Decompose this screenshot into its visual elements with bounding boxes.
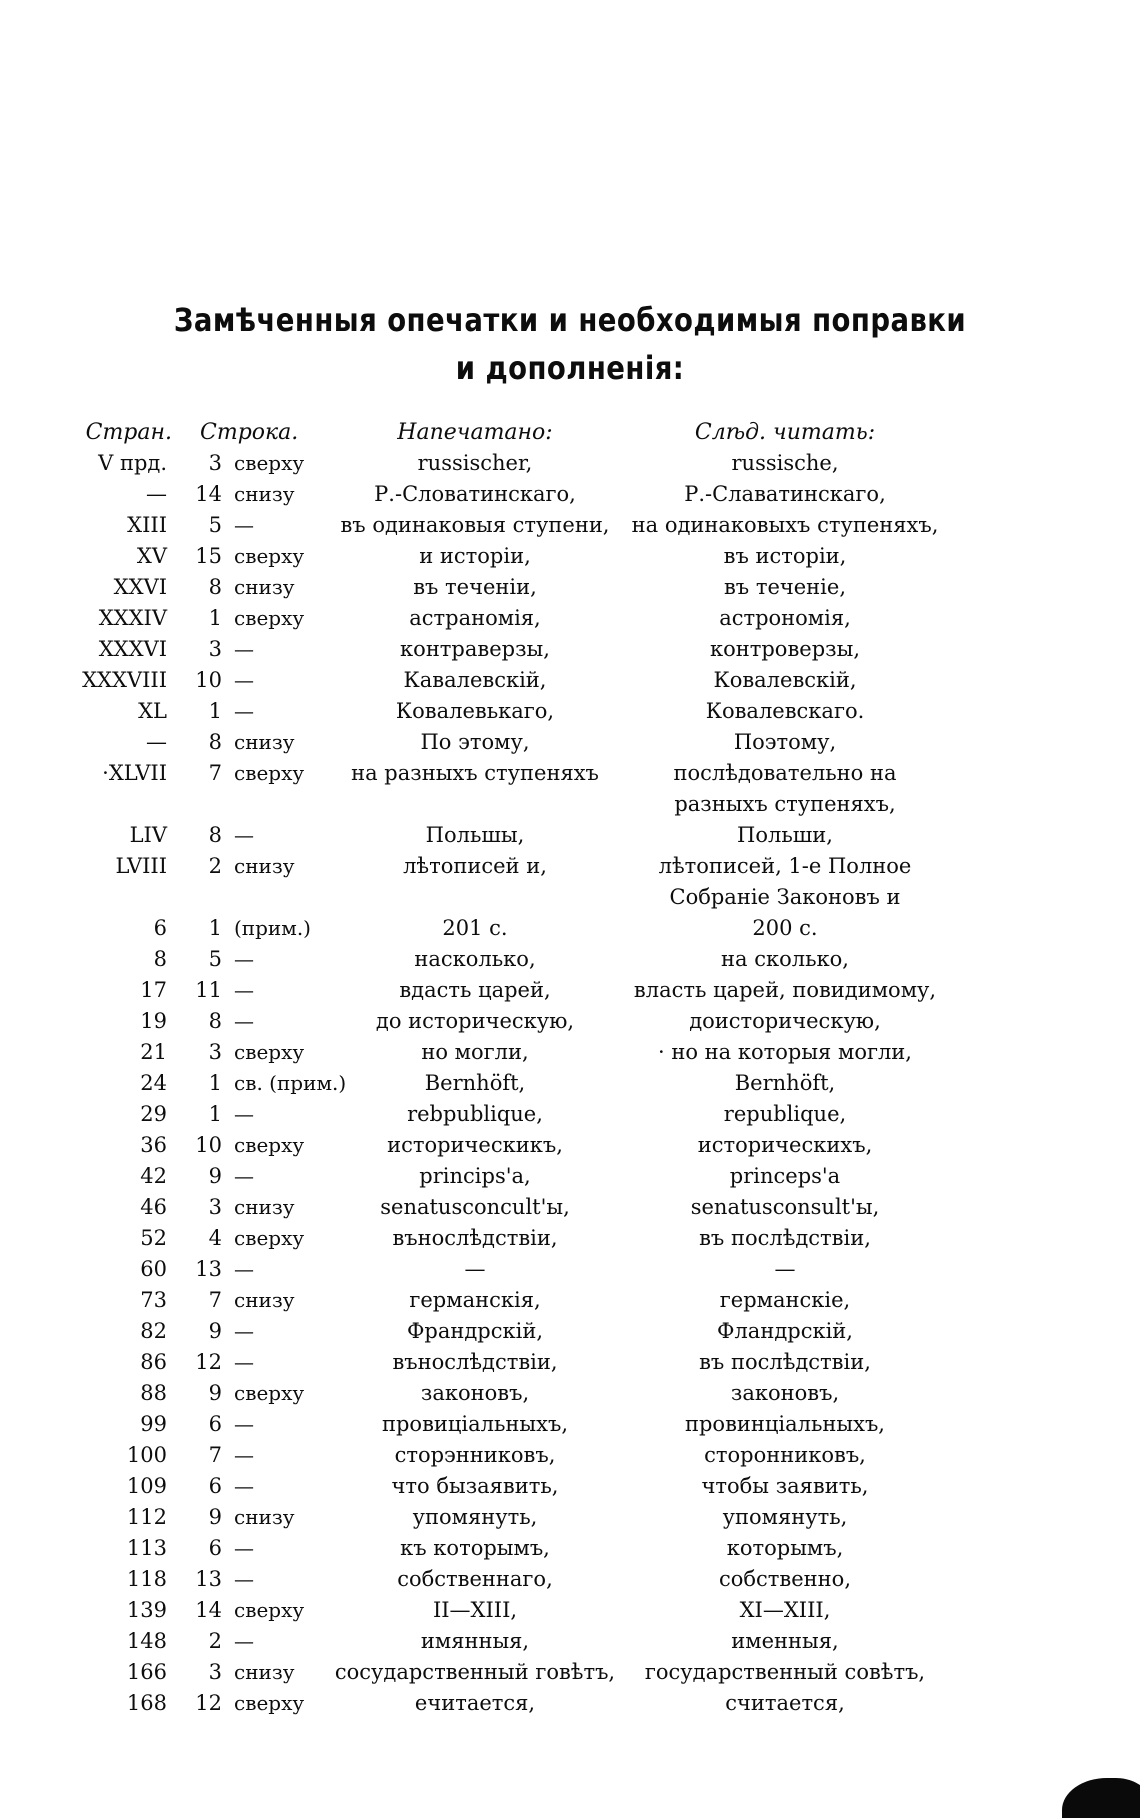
correction-cell: senatusconsult'ы, — [690, 1195, 880, 1219]
printed-cell: сторэнниковъ, — [394, 1443, 556, 1467]
page-cell: XXXIV — [98, 606, 167, 630]
table-row — [0, 1037, 1140, 1068]
table-row — [0, 1316, 1140, 1347]
printed-cell: собственнаго, — [397, 1567, 553, 1591]
line-cell: 10 — [195, 668, 222, 692]
page-cell: 109 — [126, 1474, 167, 1498]
position-cell: сверху — [234, 761, 305, 785]
correction-cell: упомянуть, — [722, 1505, 848, 1529]
correction-cell: законовъ, — [730, 1381, 840, 1405]
page-cell: 112 — [126, 1505, 167, 1529]
correction-cell: которымъ, — [726, 1536, 844, 1560]
printed-cell: и исторіи, — [419, 544, 531, 568]
correction-cell: лѣтописей, 1-е Полное Собраніе Законовъ и — [658, 854, 912, 909]
table-row — [0, 1533, 1140, 1564]
line-cell: 14 — [195, 1598, 222, 1622]
printed-cell: упомянуть, — [412, 1505, 538, 1529]
line-cell: 11 — [195, 978, 222, 1002]
position-cell: сверху — [234, 1598, 305, 1622]
line-cell: 8 — [208, 823, 222, 847]
printed-cell: въ одинаковыя ступени, — [340, 513, 610, 537]
table-row — [0, 665, 1140, 696]
line-cell: 8 — [208, 1009, 222, 1033]
correction-cell: Фландрскій, — [717, 1319, 853, 1343]
position-cell: снизу — [234, 1660, 295, 1684]
page-cell: — — [146, 730, 167, 754]
position-cell: снизу — [234, 1505, 295, 1529]
line-cell: 6 — [208, 1412, 222, 1436]
printed-cell: Р.-Словатинскаго, — [374, 482, 576, 506]
correction-cell: XI—XIII, — [739, 1598, 831, 1622]
correction-cell: доисторическую, — [689, 1009, 881, 1033]
table-row — [0, 1223, 1140, 1254]
printed-cell: что бызаявить, — [391, 1474, 559, 1498]
line-cell: 9 — [208, 1164, 222, 1188]
column-header-printed: Напечатано: — [397, 420, 553, 445]
page-cell: 139 — [126, 1598, 167, 1622]
table-row — [0, 851, 1140, 913]
table-row — [0, 1192, 1140, 1223]
line-cell: 8 — [208, 575, 222, 599]
column-header-line: Строка. — [200, 420, 299, 445]
line-cell: 1 — [208, 699, 222, 723]
line-cell: 12 — [195, 1691, 222, 1715]
page-cell: 100 — [126, 1443, 167, 1467]
table-row — [0, 1564, 1140, 1595]
line-cell: 13 — [195, 1567, 222, 1591]
position-cell: — — [234, 1257, 254, 1281]
printed-cell: контраверзы, — [400, 637, 550, 661]
position-cell: — — [234, 1102, 254, 1126]
position-cell: снизу — [234, 1195, 295, 1219]
page-cell: — — [146, 482, 167, 506]
printed-cell: вънослѣдствіи, — [392, 1350, 558, 1374]
line-cell: 3 — [208, 637, 222, 661]
correction-cell: на одинаковыхъ ступеняхъ, — [631, 513, 939, 537]
line-cell: 9 — [208, 1319, 222, 1343]
page-cell: 148 — [126, 1629, 167, 1653]
correction-cell: астрономія, — [719, 606, 851, 630]
correction-cell: собственно, — [719, 1567, 851, 1591]
page-cell: XXXVIII — [82, 668, 167, 692]
position-cell: снизу — [234, 482, 295, 506]
page-cell: XL — [138, 699, 167, 723]
table-row — [0, 1068, 1140, 1099]
correction-cell: Ковалевскаго. — [705, 699, 865, 723]
page-cell: LIV — [129, 823, 167, 847]
position-cell: снизу — [234, 854, 295, 878]
correction-cell: въ послѣдствіи, — [699, 1226, 871, 1250]
line-cell: 7 — [208, 1288, 222, 1312]
printed-cell: По этому, — [420, 730, 530, 754]
line-cell: 1 — [208, 1071, 222, 1095]
line-cell: 1 — [208, 1102, 222, 1126]
line-cell: 7 — [208, 761, 222, 785]
position-cell: сверху — [234, 1226, 305, 1250]
position-cell: — — [234, 823, 254, 847]
printed-cell: въ теченіи, — [413, 575, 537, 599]
line-cell: 10 — [195, 1133, 222, 1157]
page-cell: 168 — [126, 1691, 167, 1715]
correction-cell: russische, — [731, 451, 839, 475]
table-row — [0, 1254, 1140, 1285]
line-cell: 2 — [208, 1629, 222, 1653]
line-cell: 4 — [208, 1226, 222, 1250]
table-row — [0, 572, 1140, 603]
printed-cell: princips'a, — [419, 1164, 531, 1188]
correction-cell: историческихъ, — [697, 1133, 873, 1157]
position-cell: — — [234, 1350, 254, 1374]
correction-cell: послѣдовательно на разныхъ ступеняхъ, — [673, 761, 897, 816]
position-cell: — — [234, 947, 254, 971]
printed-cell: II—XIII, — [432, 1598, 518, 1622]
position-cell: (прим.) — [234, 916, 311, 940]
page-cell: XXXVI — [98, 637, 167, 661]
table-row — [0, 1347, 1140, 1378]
page-cell: 6 — [153, 916, 167, 940]
position-cell: — — [234, 1009, 254, 1033]
printed-cell: 201 с. — [442, 916, 508, 940]
page-cell: 52 — [140, 1226, 167, 1250]
page-cell: XV — [136, 544, 167, 568]
page-cell: XXVI — [113, 575, 167, 599]
page-cell: 86 — [140, 1350, 167, 1374]
printed-cell: Bernhöft, — [424, 1071, 526, 1095]
position-cell: снизу — [234, 730, 295, 754]
page-cell: 24 — [140, 1071, 167, 1095]
page-cell: 42 — [140, 1164, 167, 1188]
page-cell: 19 — [140, 1009, 167, 1033]
correction-cell: въ послѣдствіи, — [699, 1350, 871, 1374]
position-cell: — — [234, 978, 254, 1002]
position-cell: — — [234, 1319, 254, 1343]
printed-cell: senatusconcult'ы, — [380, 1195, 570, 1219]
table-row — [0, 1006, 1140, 1037]
position-cell: сверху — [234, 1381, 305, 1405]
line-cell: 1 — [208, 916, 222, 940]
table-row — [0, 541, 1140, 572]
position-cell: — — [234, 1443, 254, 1467]
printed-cell: вънослѣдствіи, — [392, 1226, 558, 1250]
page-cell: 8 — [153, 947, 167, 971]
line-cell: 13 — [195, 1257, 222, 1281]
table-row — [0, 1657, 1140, 1688]
table-row — [0, 1409, 1140, 1440]
line-cell: 2 — [208, 854, 222, 878]
table-row — [0, 1626, 1140, 1657]
printed-cell: сосударственный говѣтъ, — [334, 1660, 616, 1684]
printed-cell: астраномія, — [409, 606, 541, 630]
line-cell: 15 — [195, 544, 222, 568]
position-cell: — — [234, 1536, 254, 1560]
correction-cell: въ исторіи, — [723, 544, 847, 568]
printed-cell: германскія, — [409, 1288, 541, 1312]
table-row — [0, 1595, 1140, 1626]
position-cell: — — [234, 668, 254, 692]
page-cell: V прд. — [98, 451, 167, 475]
correction-cell: считается, — [725, 1691, 845, 1715]
correction-cell: сторонниковъ, — [704, 1443, 866, 1467]
line-cell: 5 — [208, 513, 222, 537]
table-row — [0, 1502, 1140, 1533]
line-cell: 1 — [208, 606, 222, 630]
table-row — [0, 1285, 1140, 1316]
printed-cell: лѣтописей и, — [403, 854, 547, 878]
line-cell: 7 — [208, 1443, 222, 1467]
page-cell: 118 — [126, 1567, 167, 1591]
page-title-continued: и дополненія: — [455, 349, 685, 387]
position-cell: сверху — [234, 544, 305, 568]
page-cell: XIII — [127, 513, 167, 537]
printed-cell: провиціальныхъ, — [381, 1412, 568, 1436]
position-cell: сверху — [234, 606, 305, 630]
position-cell: — — [234, 1474, 254, 1498]
printed-cell: на разныхъ ступеняхъ — [351, 761, 599, 785]
position-cell: сверху — [234, 1133, 305, 1157]
page-cell: 166 — [126, 1660, 167, 1684]
page-cell: 99 — [140, 1412, 167, 1436]
errata-table — [0, 448, 1140, 1719]
position-cell: — — [234, 1164, 254, 1188]
printed-cell: до историческую, — [375, 1009, 575, 1033]
printed-cell: Франдрскій, — [406, 1319, 544, 1343]
table-row — [0, 1440, 1140, 1471]
printed-cell: russischer, — [417, 451, 533, 475]
table-row — [0, 1378, 1140, 1409]
printed-cell: законовъ, — [420, 1381, 530, 1405]
printed-cell: вдасть царей, — [399, 978, 551, 1002]
position-cell: — — [234, 699, 254, 723]
page-cell: 73 — [140, 1288, 167, 1312]
line-cell: 3 — [208, 1660, 222, 1684]
table-row — [0, 820, 1140, 851]
table-row — [0, 758, 1140, 820]
correction-cell: германскіе, — [719, 1288, 851, 1312]
page-cell: 82 — [140, 1319, 167, 1343]
page-cell: 46 — [140, 1195, 167, 1219]
correction-cell: на сколько, — [721, 947, 849, 971]
page-cell: 88 — [140, 1381, 167, 1405]
line-cell: 5 — [208, 947, 222, 971]
page-cell: 60 — [140, 1257, 167, 1281]
table-row — [0, 603, 1140, 634]
correction-cell: · но на которыя могли, — [658, 1040, 912, 1064]
printed-cell: къ которымъ, — [400, 1536, 550, 1560]
printed-cell: — — [464, 1257, 486, 1281]
page-cell: ·XLVII — [102, 761, 167, 785]
page-cell: 21 — [140, 1040, 167, 1064]
correction-cell: чтобы заявить, — [701, 1474, 869, 1498]
printed-cell: насколько, — [414, 947, 536, 971]
printed-cell: rebpublique, — [407, 1102, 543, 1126]
table-row — [0, 479, 1140, 510]
position-cell: сверху — [234, 1691, 305, 1715]
table-row — [0, 913, 1140, 944]
table-row — [0, 1099, 1140, 1130]
position-cell: — — [234, 637, 254, 661]
correction-cell: 200 с. — [752, 916, 818, 940]
correction-cell: Поэтому, — [733, 730, 837, 754]
line-cell: 3 — [208, 451, 222, 475]
table-row — [0, 448, 1140, 479]
position-cell: — — [234, 513, 254, 537]
position-cell: сверху — [234, 451, 305, 475]
correction-cell: въ теченіе, — [723, 575, 847, 599]
printed-cell: Польшы, — [425, 823, 525, 847]
position-cell: сверху — [234, 1040, 305, 1064]
page-cell: 113 — [126, 1536, 167, 1560]
position-cell: снизу — [234, 1288, 295, 1312]
printed-cell: имянныя, — [420, 1629, 530, 1653]
correction-cell: princeps'a — [729, 1164, 841, 1188]
table-row — [0, 1130, 1140, 1161]
table-row — [0, 634, 1140, 665]
page-title: Замѣченныя опечатки и необходимыя поправки — [173, 301, 967, 339]
table-row — [0, 1161, 1140, 1192]
line-cell: 6 — [208, 1474, 222, 1498]
table-row — [0, 1688, 1140, 1719]
table-row — [0, 727, 1140, 758]
correction-cell: republique, — [723, 1102, 847, 1126]
line-cell: 6 — [208, 1536, 222, 1560]
printed-cell: ечитается, — [414, 1691, 536, 1715]
printed-cell: но могли, — [421, 1040, 529, 1064]
page-cell: 29 — [140, 1102, 167, 1126]
ink-blot — [1062, 1778, 1140, 1818]
position-cell: св. (прим.) — [234, 1071, 347, 1095]
line-cell: 9 — [208, 1505, 222, 1529]
correction-cell: Ковалевскій, — [713, 668, 857, 692]
table-row — [0, 975, 1140, 1006]
table-row — [0, 944, 1140, 975]
correction-cell: Польши, — [737, 823, 833, 847]
position-cell: — — [234, 1567, 254, 1591]
line-cell: 12 — [195, 1350, 222, 1374]
correction-cell: провинціальныхъ, — [684, 1412, 885, 1436]
page-cell: LVIII — [115, 854, 167, 878]
correction-cell: контроверзы, — [709, 637, 860, 661]
printed-cell: историческикъ, — [387, 1133, 563, 1157]
table-row — [0, 510, 1140, 541]
line-cell: 3 — [208, 1040, 222, 1064]
correction-cell: именныя, — [731, 1629, 839, 1653]
column-header-read: Слѣд. читать: — [694, 420, 876, 445]
correction-cell: — — [774, 1257, 796, 1281]
page-cell: 17 — [140, 978, 167, 1002]
printed-cell: Ковалевькаго, — [395, 699, 555, 723]
column-header-page: Стран. — [85, 420, 172, 445]
line-cell: 14 — [195, 482, 222, 506]
correction-cell: Р.-Славатинскаго, — [684, 482, 886, 506]
correction-cell: Bernhöft, — [734, 1071, 836, 1095]
correction-cell: государственный совѣтъ, — [644, 1660, 926, 1684]
position-cell: — — [234, 1629, 254, 1653]
correction-cell: власть царей, повидимому, — [633, 978, 937, 1002]
position-cell: — — [234, 1412, 254, 1436]
position-cell: снизу — [234, 575, 295, 599]
line-cell: 8 — [208, 730, 222, 754]
table-row — [0, 1471, 1140, 1502]
line-cell: 9 — [208, 1381, 222, 1405]
page-cell: 36 — [140, 1133, 167, 1157]
printed-cell: Кавалевскій, — [403, 668, 547, 692]
line-cell: 3 — [208, 1195, 222, 1219]
table-row — [0, 696, 1140, 727]
